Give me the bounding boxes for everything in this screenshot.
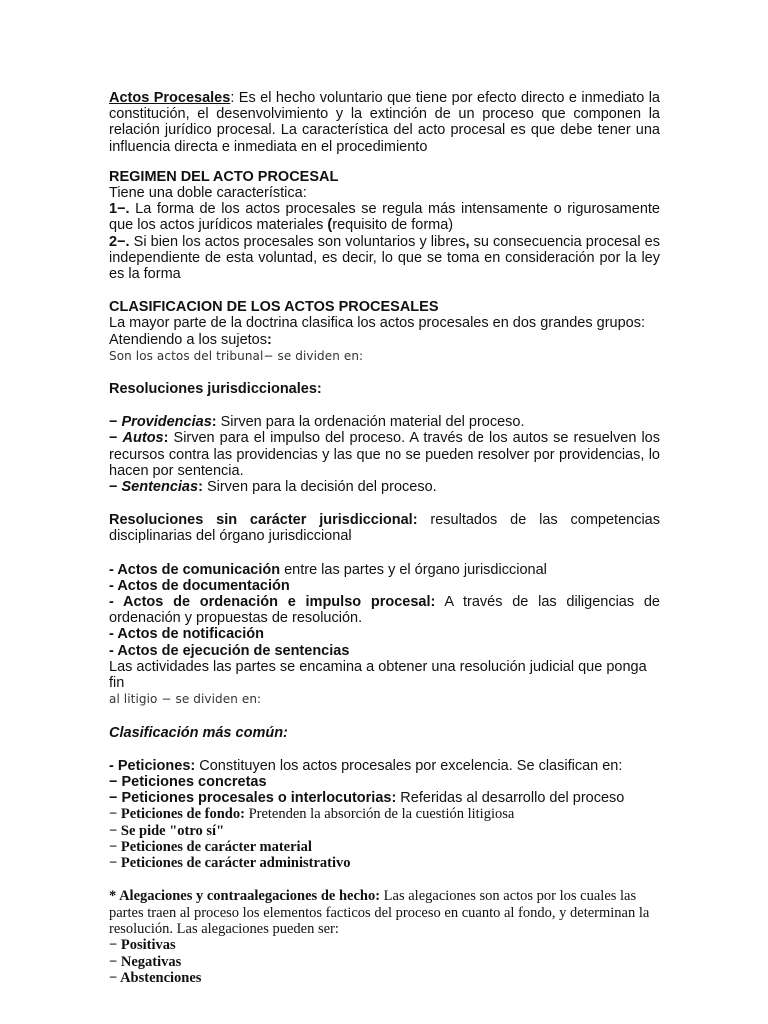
sin-caracter-term: Resoluciones sin carácter jurisdiccional: [109, 512, 418, 529]
intro-paragraph [109, 90, 660, 155]
list-item-providencias [109, 414, 660, 430]
peticiones-fondo [109, 806, 660, 822]
sentencias-text: Sirven para la decisión del proceso. [202, 479, 437, 496]
actos-list [109, 562, 660, 708]
actos-documentacion: - Actos de documentación [109, 577, 290, 594]
peticiones-material: − Peticiones de carácter material [109, 838, 312, 855]
providencias-text: Sirven para la ordenación material del proceso. [216, 414, 525, 431]
regimen-item-1-paren: ( [327, 217, 333, 234]
regimen-item-1-text: La forma de los actos procesales se regula más intensamente o rigurosamente que los actos jurídicos materiales [109, 201, 660, 234]
actos-comunicacion-text: entre las partes y el órgano jurisdiccional [280, 561, 547, 578]
regimen-item-1-number: 1−. [109, 201, 130, 218]
list-item-sentencias [109, 479, 660, 495]
sentencias-colon: : [198, 479, 203, 496]
alegaciones-section [109, 888, 660, 986]
regimen-item-2-text-a: Si bien los actos procesales son voluntarios y libres [129, 233, 466, 250]
intro-text: : Es el hecho voluntario que tiene por efecto directo e inmediato la constitución, el desenvolvimiento y la extinción de un proceso que componen la relación jurídico procesal. La característica del acto procesal es que debe tener una influencia directa e inmediata en el procedimiento [109, 90, 660, 155]
sentencias-dash: − [109, 479, 122, 496]
jurisdiccionales-heading: Resoluciones jurisdiccionales: [109, 381, 322, 398]
actos-comunicacion-term: - Actos de comunicación [109, 561, 281, 578]
peticiones-administrativo: − Peticiones de carácter administrativo [109, 854, 351, 871]
clasificacion-line2-colon: : [267, 331, 272, 348]
sin-caracter-text: resultados de las competencias disciplinarias del órgano jurisdiccional [109, 512, 660, 545]
actos-ordenacion-term: - Actos de ordenación e impulso procesal: [109, 594, 436, 611]
peticiones-procesales [109, 790, 660, 806]
peticiones-fondo-text: Pretenden la absorción de la cuestión litigiosa [244, 806, 515, 823]
actos-ejecucion: - Actos de ejecución de sentencias [109, 642, 350, 659]
jurisdiccionales-list [109, 414, 660, 495]
list-item-autos [109, 430, 660, 479]
providencias-dash: − [109, 414, 122, 431]
actos-ordenacion [109, 594, 660, 626]
regimen-item-1-tail: requisito de forma) [332, 217, 454, 234]
actos-notificacion: - Actos de notificación [109, 626, 264, 643]
peticiones-term: - Peticiones: [109, 757, 196, 774]
partes-line-2: al litigio − se dividen en: [109, 692, 262, 707]
peticiones-fondo-term: − Peticiones de fondo: [109, 806, 245, 823]
alegaciones-text: Las alegaciones son actos por los cuales las partes traen al proceso los elementos facticos del proceso en cuanto al fondo, y determinan la resolución. Las alegaciones pueden ser: [109, 888, 650, 937]
alegaciones-positivas: − Positivas [109, 937, 176, 954]
regimen-item-2-number: 2−. [109, 233, 130, 250]
peticiones-list [109, 758, 660, 871]
sin-caracter-paragraph [109, 512, 660, 544]
autos-text: Sirven para el impulso del proceso. A través de los autos se resuelven los recursos contra las providencias y las que no se pueden resolver por providencias, lo hacen por sentencia. [109, 430, 660, 479]
regimen-item-2-comma: , [465, 233, 470, 250]
alegaciones-term: * Alegaciones y contraalegaciones de hecho: [109, 888, 381, 905]
clasificacion-heading: CLASIFICACION DE LOS ACTOS PROCESALES [109, 299, 439, 316]
document-page [109, 90, 660, 987]
regimen-item-1 [109, 201, 660, 233]
alegaciones-paragraph [109, 888, 660, 937]
alegaciones-abstenciones: − Abstenciones [109, 970, 202, 987]
regimen-item-2-text-b: su consecuencia procesal es independiente de esta voluntad, es decir, lo que se toma en consideración por la ley es la forma [109, 233, 660, 283]
clasificacion-line1: La mayor parte de la doctrina clasifica los actos procesales en dos grandes grupos: [109, 315, 645, 332]
peticiones-concretas: − Peticiones concretas [109, 773, 267, 790]
peticiones-text: Constituyen los actos procesales por excelencia. Se clasifican en: [195, 757, 623, 774]
peticiones-line [109, 758, 660, 774]
providencias-term: Providencias [121, 414, 212, 431]
autos-colon: : [163, 430, 169, 447]
peticiones-procesales-term: − Peticiones procesales o interlocutorias: [109, 790, 397, 807]
sentencias-term: Sentencias [121, 479, 199, 496]
actos-comunicacion [109, 562, 660, 578]
providencias-colon: : [211, 414, 217, 431]
comun-heading: Clasificación más común: [109, 724, 288, 741]
intro-term: Actos Procesales [109, 90, 231, 106]
partes-line: Las actividades las partes se encamina a obtener una resolución judicial que ponga fin [109, 658, 647, 692]
clasificacion-line2-text: Atendiendo a los sujetos [109, 331, 267, 348]
clasificacion-line2 [109, 332, 660, 348]
alegaciones-negativas: − Negativas [109, 953, 182, 970]
clasificacion-line3: Son los actos del tribunal− se dividen en: [109, 348, 364, 363]
regimen-heading: REGIMEN DEL ACTO PROCESAL [109, 168, 339, 185]
actos-ordenacion-text: A través de las diligencias de ordenación y propuestas de resolución. [109, 594, 660, 627]
regimen-line1: Tiene una doble característica: [109, 185, 307, 202]
otro-si: − Se pide "otro sí" [109, 822, 225, 839]
regimen-item-2 [109, 234, 660, 283]
autos-dash: − [109, 430, 123, 447]
autos-term: Autos [122, 430, 164, 447]
peticiones-procesales-text: Referidas al desarrollo del proceso [396, 790, 625, 807]
